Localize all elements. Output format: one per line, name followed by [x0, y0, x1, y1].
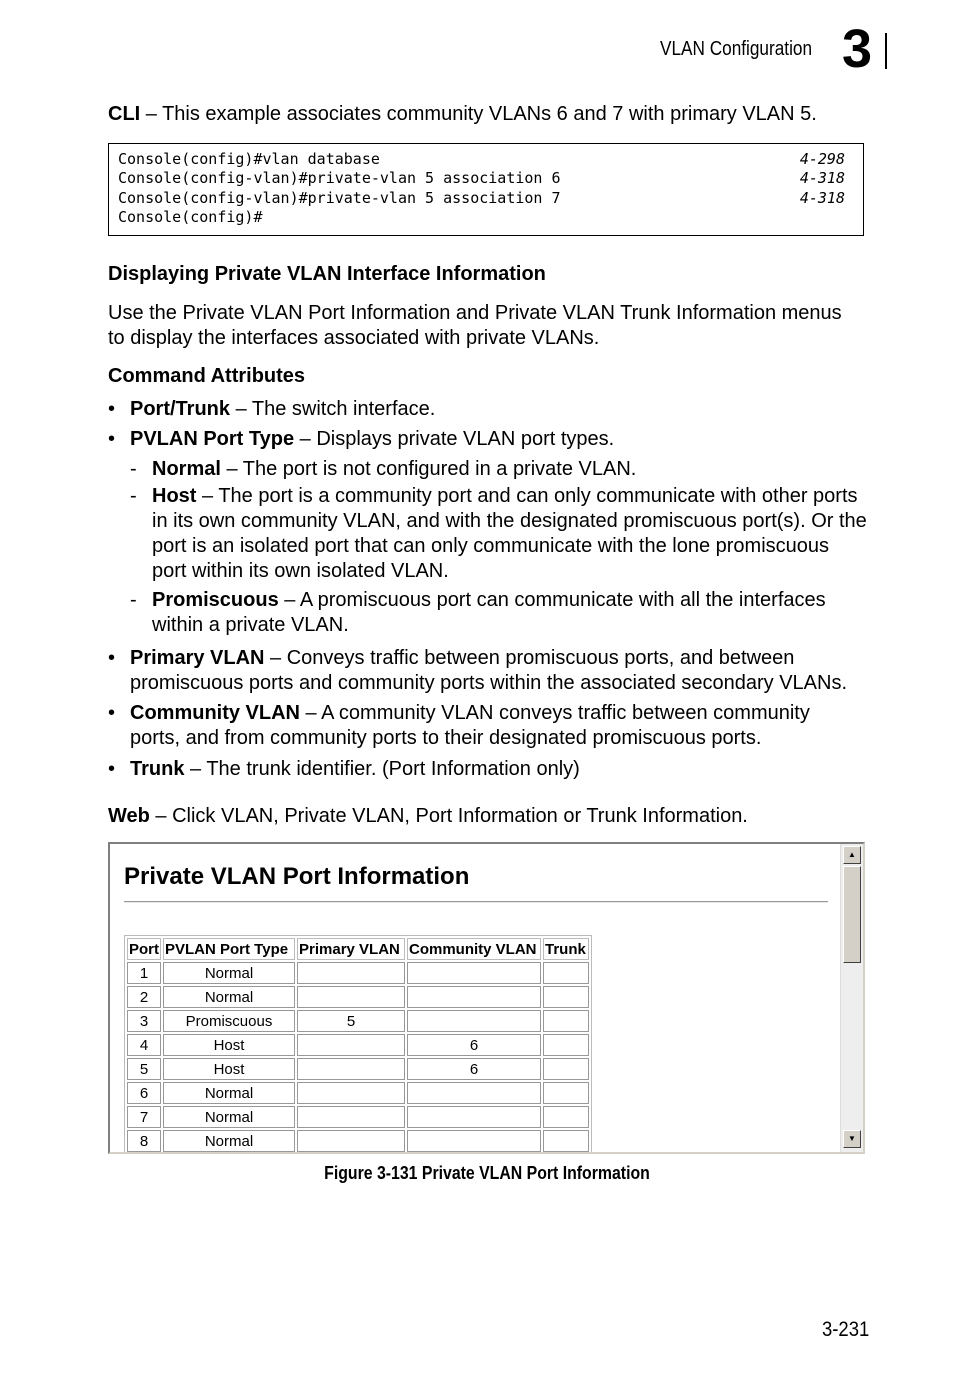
- section-heading: Displaying Private VLAN Interface Information: [108, 263, 546, 285]
- code-block: [108, 143, 864, 236]
- sub-bullet-text: – The port is not configured in a private VLAN.: [220, 458, 637, 480]
- column-header-community-vlan: Community VLAN: [407, 938, 541, 960]
- bullet-text: – The switch interface.: [230, 398, 436, 420]
- bullet-text: – Conveys traffic between promiscuous ports, and between: [264, 647, 795, 669]
- code-command: Console(config-vlan)#private-vlan 5 association 7: [118, 188, 561, 207]
- bullet-term: Trunk: [130, 758, 185, 780]
- cell-pvlan-port-type: Normal: [163, 962, 295, 984]
- cell-primary-vlan: [297, 962, 405, 984]
- cell-trunk: [543, 1058, 589, 1080]
- bullet-primary-vlan-line-2: promiscuous ports and community ports within the associated secondary VLANs.: [130, 672, 848, 694]
- cell-pvlan-port-type: Host: [163, 1034, 295, 1056]
- sub-bullet-promiscuous: [130, 588, 826, 613]
- cell-port: 5: [127, 1058, 161, 1080]
- web-label: Web: [108, 805, 150, 827]
- bullet-text: – The trunk identifier. (Port Information only): [184, 758, 580, 780]
- code-line: [118, 189, 863, 208]
- intro-line-2: to display the interfaces associated with private VLANs.: [108, 327, 600, 349]
- cell-pvlan-port-type: Promiscuous: [163, 1010, 295, 1032]
- cell-community-vlan: [407, 1130, 541, 1152]
- cell-pvlan-port-type: Host: [163, 1058, 295, 1080]
- code-line: [118, 169, 863, 188]
- table-body: [127, 962, 589, 1152]
- table-row: [127, 1034, 589, 1056]
- sub-bullet-normal: [130, 457, 636, 482]
- cell-trunk: [543, 986, 589, 1008]
- figure-page-title: Private VLAN Port Information: [124, 863, 470, 890]
- table-row: [127, 1010, 589, 1032]
- table-row: [127, 986, 589, 1008]
- column-header-trunk: Trunk: [543, 938, 589, 960]
- bullet-community-vlan: [108, 701, 810, 726]
- bullet-term: PVLAN Port Type: [130, 428, 295, 450]
- bullet-dot: •: [108, 758, 116, 780]
- cell-port: 6: [127, 1082, 161, 1104]
- table-header-row: [127, 938, 589, 960]
- cell-port: 7: [127, 1106, 161, 1128]
- cell-primary-vlan: [297, 986, 405, 1008]
- figure-caption: Figure 3-131 Private VLAN Port Information: [324, 1163, 650, 1183]
- cell-community-vlan: [407, 986, 541, 1008]
- column-header-primary-vlan: Primary VLAN: [297, 938, 405, 960]
- bullet-dot: •: [108, 428, 116, 450]
- chapter-number: 3: [842, 19, 873, 79]
- cell-community-vlan: [407, 1106, 541, 1128]
- sub-bullet-promiscuous-line-2: within a private VLAN.: [152, 614, 349, 636]
- bullet-dot: •: [108, 647, 116, 669]
- cli-intro: [108, 102, 817, 127]
- cli-label: CLI: [108, 103, 141, 125]
- bullet-primary-vlan: [108, 646, 794, 671]
- table-row: [127, 1106, 589, 1128]
- running-header: VLAN Configuration: [660, 38, 813, 60]
- cell-pvlan-port-type: Normal: [163, 1130, 295, 1152]
- column-header-port: Port: [127, 938, 161, 960]
- cell-community-vlan: [407, 1010, 541, 1032]
- bullet-text: – A community VLAN conveys traffic between community: [300, 702, 810, 724]
- cell-trunk: [543, 1034, 589, 1056]
- cell-primary-vlan: [297, 1130, 405, 1152]
- figure-divider: [124, 901, 828, 903]
- cell-pvlan-port-type: Normal: [163, 986, 295, 1008]
- cell-primary-vlan: [297, 1082, 405, 1104]
- cell-community-vlan: 6: [407, 1058, 541, 1080]
- sub-bullet-term: Normal: [152, 458, 221, 480]
- sub-bullet-host-line-2: in its own community VLAN, and with the designated promiscuous port(s). Or the: [152, 510, 867, 532]
- cell-port: 8: [127, 1130, 161, 1152]
- cell-trunk: [543, 1082, 589, 1104]
- bullet-pvlan-port-type: [108, 427, 614, 452]
- cell-pvlan-port-type: Normal: [163, 1082, 295, 1104]
- figure-screenshot: [108, 842, 865, 1154]
- table-row: [127, 1130, 589, 1152]
- scroll-up-arrow-icon[interactable]: ▲: [843, 846, 861, 864]
- attributes-heading: Command Attributes: [108, 365, 306, 387]
- sub-bullet-term: Host: [152, 485, 197, 507]
- chapter-rule: [885, 33, 887, 69]
- web-text: – Click VLAN, Private VLAN, Port Information or Trunk Information.: [149, 805, 748, 827]
- cell-port: 4: [127, 1034, 161, 1056]
- vertical-scrollbar[interactable]: [840, 844, 863, 1152]
- page-number: 3-231: [822, 1318, 870, 1341]
- column-header-pvlan-port-type: PVLAN Port Type: [163, 938, 295, 960]
- cell-pvlan-port-type: Normal: [163, 1106, 295, 1128]
- table-row: [127, 962, 589, 984]
- scroll-down-arrow-icon[interactable]: ▼: [843, 1130, 861, 1148]
- sub-bullet-host: [130, 484, 858, 509]
- bullet-term: Primary VLAN: [130, 647, 265, 669]
- code-line: [118, 208, 863, 227]
- code-reference: 4-318: [799, 169, 845, 188]
- code-command: Console(config)#vlan database: [118, 150, 380, 168]
- cell-community-vlan: 6: [407, 1034, 541, 1056]
- sub-bullet-host-line-3: port is an isolated port that can only communicate with the lone promiscuous: [152, 535, 830, 557]
- code-reference: 4-298: [799, 150, 845, 168]
- cell-primary-vlan: 5: [297, 1010, 405, 1032]
- code-line: [118, 150, 863, 169]
- sub-bullet-term: Promiscuous: [152, 589, 279, 611]
- cell-primary-vlan: [297, 1106, 405, 1128]
- bullet-text: – Displays private VLAN port types.: [294, 428, 615, 450]
- bullet-dot: •: [108, 702, 116, 724]
- code-command: Console(config)#: [118, 207, 263, 226]
- sub-bullet-text: – The port is a community port and can only communicate with other ports: [196, 485, 858, 507]
- code-command: Console(config-vlan)#private-vlan 5 association 6: [118, 169, 561, 188]
- dash-marker: -: [130, 458, 137, 480]
- cell-port: 3: [127, 1010, 161, 1032]
- cell-port: 2: [127, 986, 161, 1008]
- pvlan-port-table: [124, 935, 592, 1154]
- dash-marker: -: [130, 589, 137, 611]
- cell-trunk: [543, 1106, 589, 1128]
- table-row: [127, 1082, 589, 1104]
- cell-trunk: [543, 962, 589, 984]
- bullet-dot: •: [108, 398, 116, 420]
- table-row: [127, 1058, 589, 1080]
- code-reference: 4-318: [799, 188, 845, 207]
- cell-community-vlan: [407, 962, 541, 984]
- cell-primary-vlan: [297, 1058, 405, 1080]
- bullet-term: Community VLAN: [130, 702, 300, 724]
- cell-port: 1: [127, 962, 161, 984]
- bullet-term: Port/Trunk: [130, 398, 231, 420]
- cell-trunk: [543, 1010, 589, 1032]
- cell-trunk: [543, 1130, 589, 1152]
- cell-community-vlan: [407, 1082, 541, 1104]
- cli-text: – This example associates community VLANs 6 and 7 with primary VLAN 5.: [140, 103, 817, 125]
- bullet-port-trunk: [108, 397, 435, 422]
- sub-bullet-text: – A promiscuous port can communicate with all the interfaces: [278, 589, 826, 611]
- cell-primary-vlan: [297, 1034, 405, 1056]
- dash-marker: -: [130, 485, 137, 507]
- bullet-community-vlan-line-2: ports, and from community ports to their designated promiscuous ports.: [130, 727, 762, 749]
- intro-line-1: Use the Private VLAN Port Information and Private VLAN Trunk Information menus: [108, 302, 842, 324]
- web-intro: [108, 804, 748, 829]
- scroll-thumb[interactable]: [843, 866, 861, 963]
- bullet-trunk: [108, 757, 580, 782]
- sub-bullet-host-line-4: port within its own isolated VLAN.: [152, 560, 449, 582]
